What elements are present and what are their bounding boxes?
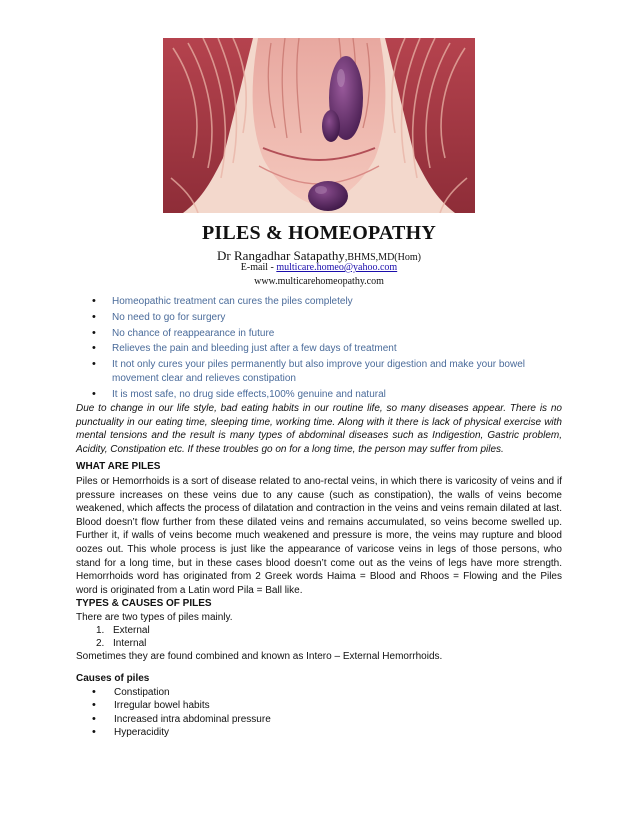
- benefit-item: • No chance of reappearance in future: [92, 327, 562, 341]
- benefit-item: • Homeopathic treatment can cures the piles completely: [92, 295, 562, 309]
- intro-paragraph: Due to change in our life style, bad eating habits in our routine life, so many diseases appear. There is no punctuality in our eating time, sleeping time, working time. Along with it there is lack of physical exercise with mental tensions and the result is many types of abdominal diseases such as Indigestion, Gastric problem, Acidity, Constipation etc. If these troubles go on for a long time, the person may suffer from piles.: [76, 403, 562, 455]
- section-heading-causes: Causes of piles: [76, 673, 150, 684]
- cause-item: • Hyperacidity: [92, 726, 271, 739]
- benefit-item: • It is most safe, no drug side effects,100% genuine and natural: [92, 388, 562, 402]
- combined-types-text: Sometimes they are found combined and known as Intero – External Hemorrhoids.: [76, 651, 443, 662]
- type-label: External: [113, 625, 150, 636]
- type-label: Internal: [113, 637, 147, 649]
- website-line: www.multicarehomeopathy.com: [254, 276, 384, 287]
- author-name: Dr Rangadhar Satapathy: [217, 248, 345, 263]
- section-heading-types-causes: TYPES & CAUSES OF PILES: [76, 598, 212, 609]
- anatomy-illustration: [163, 38, 475, 213]
- benefits-list: [92, 295, 562, 403]
- section-heading-what-are-piles: WHAT ARE PILES: [76, 461, 161, 472]
- benefit-item: • It not only cures your piles permanently but also improve your digestion and make your bowel movement clear and relieves constipation: [92, 358, 562, 385]
- hemorrhoid-anatomy-image: [163, 38, 475, 213]
- cause-item: • Constipation: [92, 686, 271, 699]
- types-intro-text: There are two types of piles mainly.: [76, 612, 233, 623]
- list-number: 1.: [96, 625, 105, 636]
- cause-item: • Increased intra abdominal pressure: [92, 713, 271, 726]
- email-line: [0, 262, 638, 273]
- cause-item: • Irregular bowel habits: [92, 699, 271, 712]
- causes-list: [92, 686, 271, 740]
- document-title: PILES & HOMEOPATHY: [202, 222, 436, 244]
- types-list-item: [96, 625, 150, 638]
- types-list: [96, 625, 150, 650]
- author-credentials: ,BHMS,MD(Hom): [344, 252, 421, 263]
- benefit-item: • No need to go for surgery: [92, 311, 562, 325]
- types-list-item: [96, 638, 150, 651]
- benefit-item: • Relieves the pain and bleeding just after a few days of treatment: [92, 342, 562, 356]
- list-number: 2.: [96, 637, 105, 649]
- what-are-piles-paragraph: Piles or Hemorrhoids is a sort of disease related to ano-rectal veins, in which there is varicosity of veins and if pressure increases on these veins due to any cause (such as constipation), the walls of veins become weakened, which affects the process of dilatation and contraction in the veins and veins remain dilated at last. Blood doesn’t flow further from these dilated veins and remains accumulated, so veins become swelled up. Further it, if walls of veins become much weakened and pressure is more, the veins may rupture and blood oozes out. This whole process is just like the appearance of varicose veins in legs of those persons, who stand for a long time, but in these cases blood doesn’t come out as the veins of legs have more strength. Hemorrhoids word has originated from 2 Greek words Haima = Blood and Rhoos = Flowing and the Piles word is originated from a Latin word Pila = Ball like.: [76, 476, 562, 596]
- email-label: E-mail -: [240, 262, 277, 273]
- email-link[interactable]: multicare.homeo@yahoo.com: [276, 262, 398, 273]
